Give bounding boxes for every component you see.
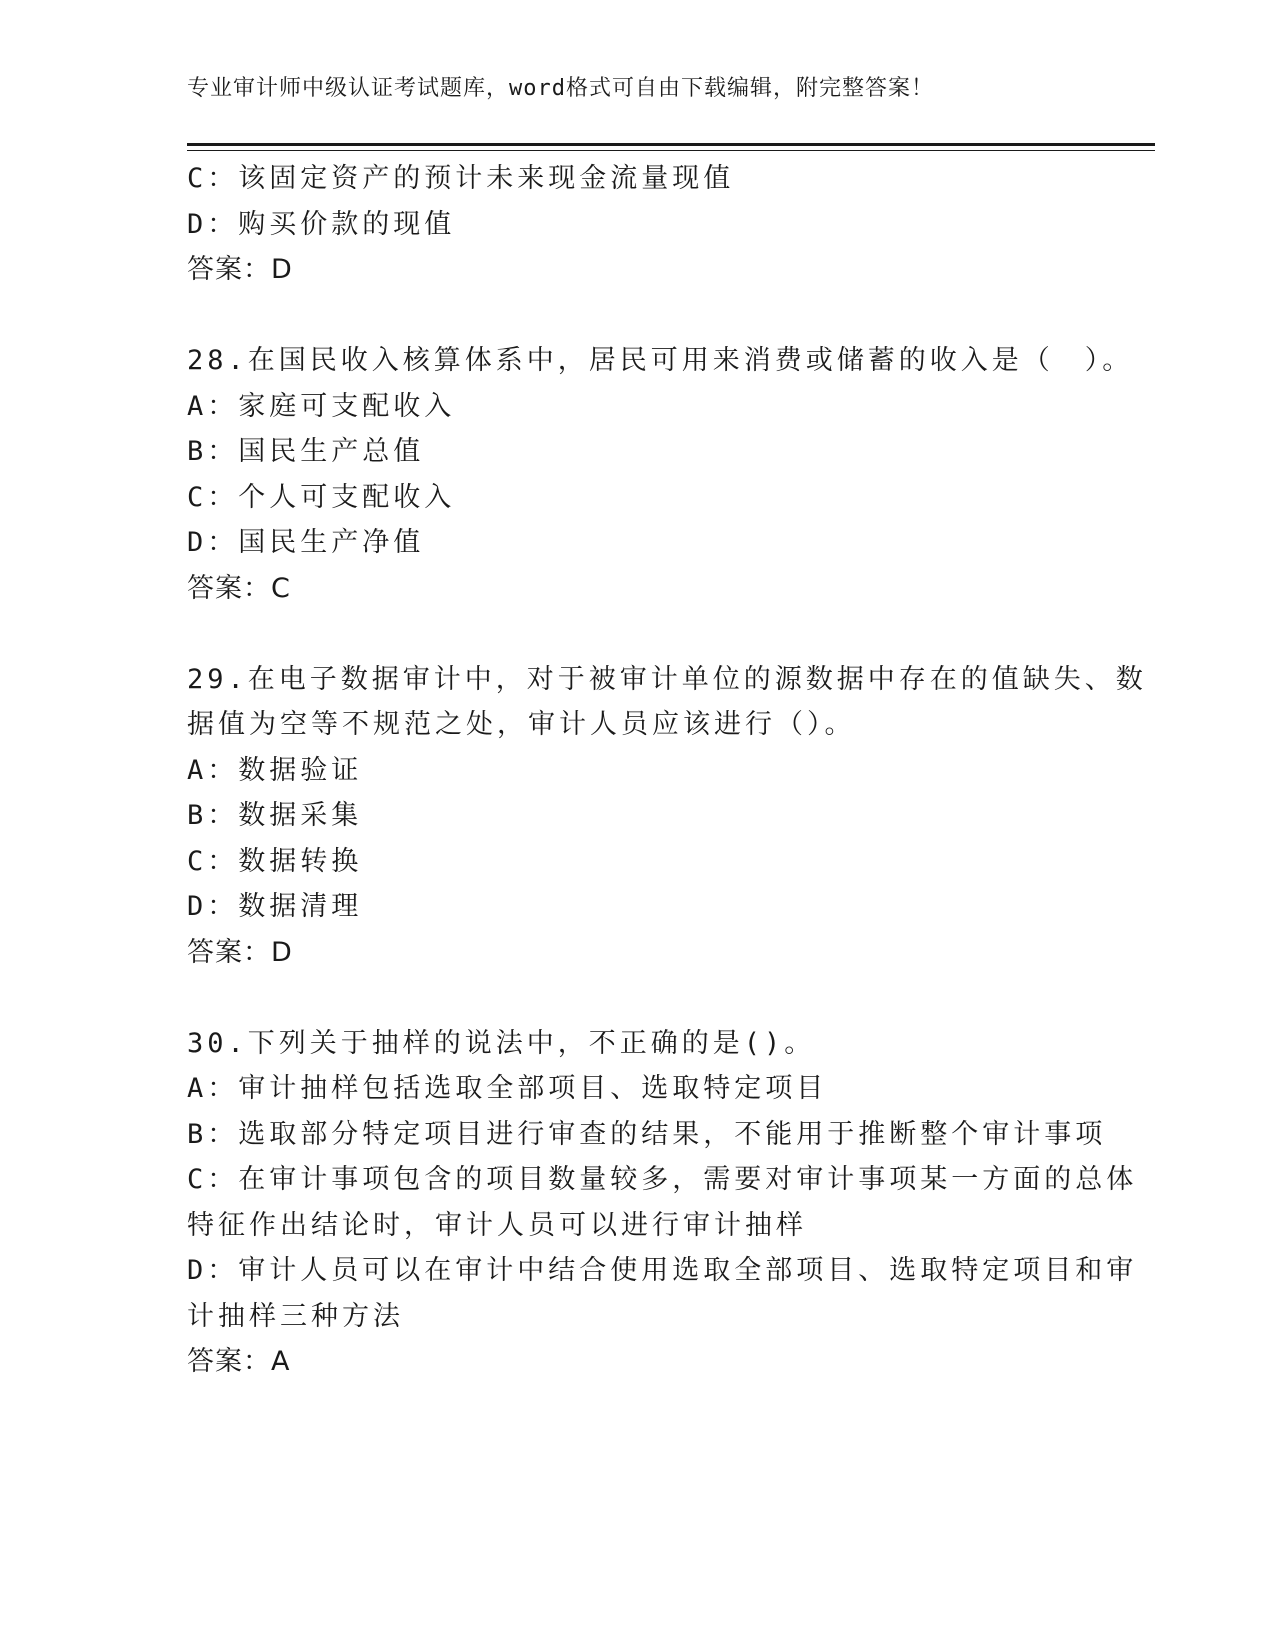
option-c: C：数据转换 — [187, 845, 363, 877]
option-b: B：数据采集 — [187, 800, 363, 831]
header-divider-thick — [187, 143, 1155, 146]
answer-line: 答案：C — [187, 572, 291, 604]
page-header: 专业审计师中级认证考试题库，word格式可自由下载编辑，附完整答案！ — [187, 76, 934, 101]
spacer — [187, 611, 1087, 657]
question-stem: 30.下列关于抽样的说法中，不正确的是()。 — [187, 1027, 816, 1059]
option-a: A：数据验证 — [187, 754, 363, 786]
option-d-continued: 计抽样三种方法 — [187, 1300, 404, 1332]
option-c: C：在审计事项包含的项目数量较多，需要对审计事项某一方面的总体 — [187, 1164, 1138, 1195]
question-stem-continued: 据值为空等不规范之处，审计人员应该进行（）。 — [187, 709, 856, 740]
option-d: D：审计人员可以在审计中结合使用选取全部项目、选取特定项目和审 — [187, 1255, 1138, 1286]
question-content — [187, 156, 1147, 1385]
answer-line: 答案：D — [187, 936, 293, 968]
question-29 — [187, 657, 1147, 976]
option-b: B：国民生产总值 — [187, 436, 425, 467]
option-d: D：购买价款的现值 — [187, 208, 456, 240]
option-a: A：家庭可支配收入 — [187, 390, 456, 422]
option-d: D：数据清理 — [187, 891, 363, 922]
prev-question-block — [187, 156, 1087, 293]
answer-line: 答案：D — [187, 254, 293, 285]
option-c-continued: 特征作出结论时，审计人员可以进行审计抽样 — [187, 1209, 807, 1241]
spacer — [187, 975, 1087, 1021]
spacer — [187, 293, 1087, 339]
question-stem: 28.在国民收入核算体系中，居民可用来消费或储蓄的收入是（ ）。 — [187, 345, 1134, 376]
answer-line: 答案：A — [187, 1346, 291, 1377]
option-d: D：国民生产净值 — [187, 527, 425, 558]
header-divider-thin — [187, 150, 1155, 151]
question-stem: 29.在电子数据审计中，对于被审计单位的源数据中存在的值缺失、数 — [187, 663, 1147, 695]
option-c: C：个人可支配收入 — [187, 481, 456, 513]
question-30 — [187, 1021, 1138, 1385]
option-c: C：该固定资产的预计未来现金流量现值 — [187, 163, 735, 194]
option-a: A：审计抽样包括选取全部项目、选取特定项目 — [187, 1073, 828, 1104]
question-28 — [187, 338, 1134, 611]
option-b: B：选取部分特定项目进行审查的结果，不能用于推断整个审计事项 — [187, 1118, 1107, 1150]
